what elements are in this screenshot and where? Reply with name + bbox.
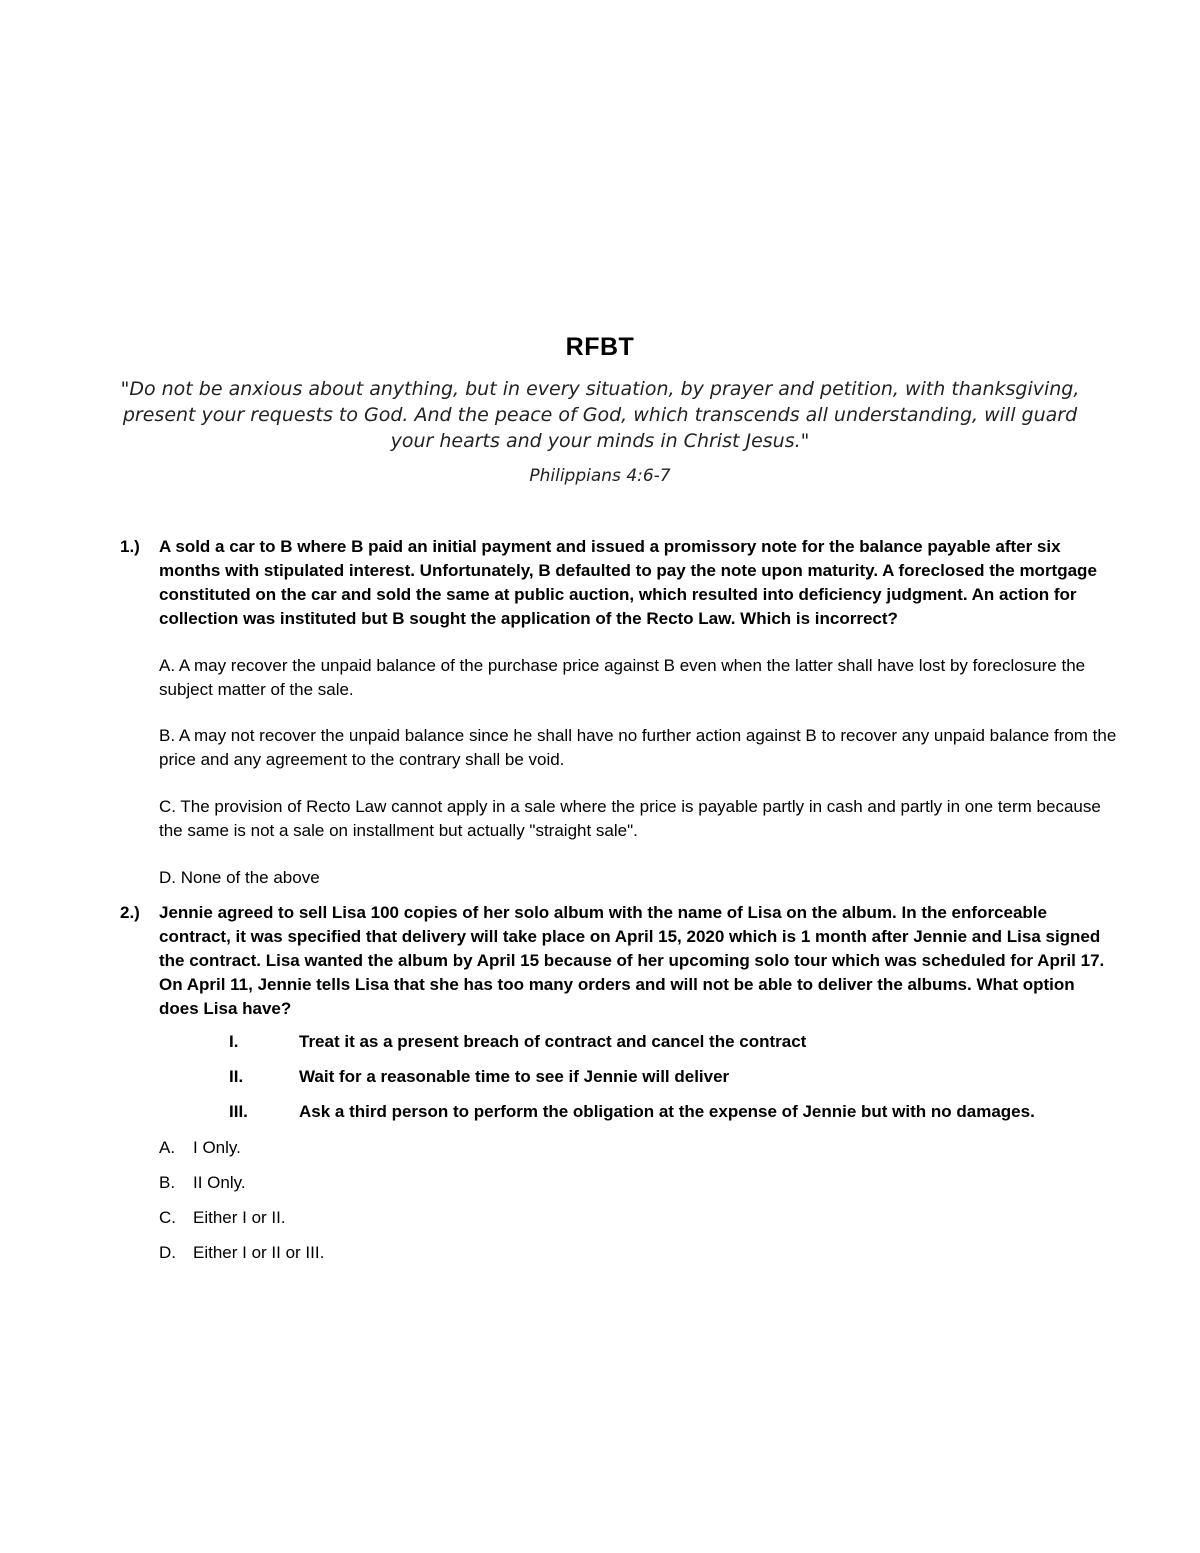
question-1-number: 1.) [120, 537, 140, 556]
bible-quote: "Do not be anxious about anything, but in every situation, by prayer and petition, with thanksgiving, present your requests to God. And the peace of God, which transcends all understanding, will guard your hearts and your minds in Christ Jesus." [120, 378, 1080, 452]
question-1-option-a: A. A may recover the unpaid balance of the purchase price against B even when the latter shall have lost by foreclosure the subject matter of the sale. [159, 656, 1086, 699]
statement-2-number: II. [229, 1067, 244, 1086]
question-2-number: 2.) [120, 903, 140, 922]
statement-2-text: Wait for a reasonable time to see if Jennie will deliver [299, 1067, 730, 1086]
document-title: RFBT [565, 333, 635, 361]
quote-citation: Philippians 4:6-7 [529, 466, 671, 486]
choice-c-text: Either I or II. [193, 1208, 286, 1227]
question-2-text: Jennie agreed to sell Lisa 100 copies of her solo album with the name of Lisa on the album. In the enforceable contract, it was specified that delivery will take place on April 15, 2020 which is 1 month after Jennie and Lisa signed the contract. Lisa wanted the album by April 15 because of her upcoming solo tour which was scheduled for April 17. On April 11, Jennie tells Lisa that she has too many orders and will not be able to deliver the albums. What option does Lisa have? [159, 903, 1105, 1018]
question-1-text: A sold a car to B where B paid an initial payment and issued a promissory note for the balance payable after six months with stipulated interest. Unfortunately, B defaulted to pay the note upon maturity. A foreclosed the mortgage constituted on the car and sold the same at public auction, which resulted into deficiency judgment. An action for collection was instituted but B sought the application of the Recto Law. Which is incorrect? [159, 537, 1097, 628]
statement-3-text: Ask a third person to perform the obligation at the expense of Jennie but with no damages. [299, 1102, 1035, 1121]
statement-3-number: III. [229, 1102, 248, 1121]
choice-b-letter: B. [159, 1173, 176, 1192]
choice-a-text: I Only. [193, 1138, 241, 1157]
statement-1-text: Treat it as a present breach of contract and cancel the contract [299, 1032, 807, 1051]
question-1-option-b: B. A may not recover the unpaid balance since he shall have no further action against B to recover any unpaid balance from the price and any agreement to the contrary shall be void. [159, 726, 1117, 769]
question-1-option-d: D. None of the above [159, 868, 320, 887]
choice-b-text: II Only. [193, 1173, 246, 1192]
question-1-option-c: C. The provision of Recto Law cannot apply in a sale where the price is payable partly in cash and partly in one term because the same is not a sale on installment but actually "straight sale". [159, 797, 1101, 840]
choice-d-text: Either I or II or III. [193, 1243, 325, 1262]
statement-1-number: I. [229, 1032, 239, 1051]
choice-c-letter: C. [159, 1208, 176, 1227]
choice-a-letter: A. [159, 1138, 176, 1157]
choice-d-letter: D. [159, 1243, 176, 1262]
